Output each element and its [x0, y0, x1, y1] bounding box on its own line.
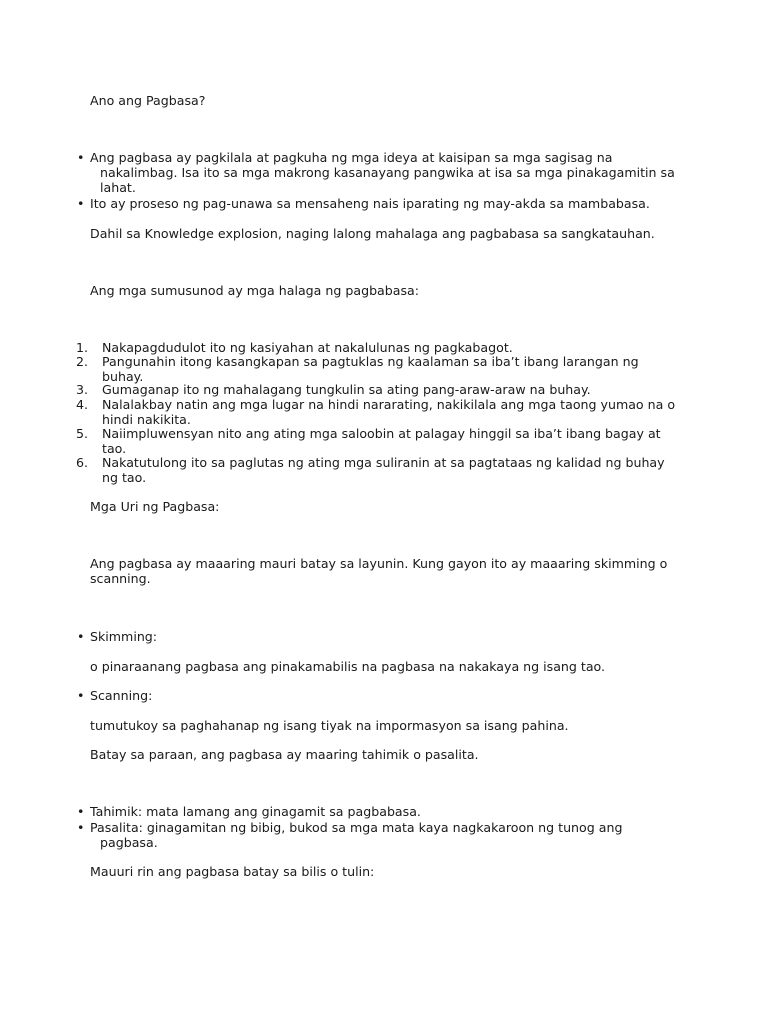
list-item-tahimik	[76, 804, 681, 819]
item-number: 6.	[76, 455, 89, 470]
item-text: Nakatutulong ito sa paglutas ng ating mga suliranin at sa pagtataas ng kalidad ng buhay ng tao.	[102, 455, 665, 485]
list-item-text: Scanning:	[90, 688, 153, 703]
paragraph-paraan-intro: Batay sa paraan, ang pagbasa ay maaring tahimik o pasalita.	[90, 747, 479, 762]
list-item-text: Tahimik: mata lamang ang ginagamit sa pagbabasa.	[90, 804, 421, 819]
heading-mga-uri: Mga Uri ng Pagbasa:	[90, 499, 220, 514]
bullet-marker: •	[77, 820, 85, 835]
item-text: Nalalakbay natin ang mga lugar na hindi nararating, nakikilala ang mga taong yumao na o hindi nakikita.	[102, 397, 676, 427]
paragraph-values-intro: Ang mga sumusunod ay mga halaga ng pagbabasa:	[90, 283, 420, 298]
numbered-item-3	[76, 382, 681, 397]
bullet-marker: •	[77, 804, 85, 819]
item-number: 1.	[76, 340, 89, 355]
numbered-item-2	[76, 354, 681, 384]
bullet-marker: •	[77, 196, 85, 211]
list-item-text: Ito ay proseso ng pag-unawa sa mensaheng nais iparating ng may-akda sa mambabasa.	[90, 196, 650, 211]
item-number: 5.	[76, 426, 89, 441]
bullet-marker: •	[77, 688, 85, 703]
list-item-definition-1	[76, 150, 681, 195]
item-number: 4.	[76, 397, 89, 412]
item-number: 2.	[76, 354, 89, 369]
list-item-scanning	[76, 688, 681, 703]
bullet-marker: •	[77, 629, 85, 644]
list-item-pasalita	[76, 820, 681, 850]
item-text: Naiimpluwensyan nito ang ating mga saloobin at palagay hinggil sa iba’t ibang bagay at tao.	[102, 426, 661, 456]
list-item-skimming	[76, 629, 681, 644]
list-item-definition-2	[76, 196, 681, 211]
item-text: Pangunahin itong kasangkapan sa pagtuklas ng kaalaman sa iba’t ibang larangan ng buhay.	[102, 354, 639, 384]
list-item-text: Pasalita: ginagamitan ng bibig, bukod sa mga mata kaya nagkakaroon ng tunog ang pagbasa.	[90, 820, 623, 850]
paragraph-types-intro: Ang pagbasa ay maaaring mauri batay sa layunin. Kung gayon ito ay maaaring skimming o scanning.	[90, 556, 668, 586]
paragraph-scanning-desc: tumutukoy sa paghahanap ng isang tiyak na impormasyon sa isang pahina.	[90, 718, 569, 733]
paragraph-knowledge-explosion: Dahil sa Knowledge explosion, naging lalong mahalaga ang pagbabasa sa sangkatauhan.	[90, 226, 655, 241]
paragraph-skimming-desc: o pinaraanang pagbasa ang pinakamabilis na pagbasa na nakakaya ng isang tao.	[90, 659, 606, 674]
item-text: Nakapagdudulot ito ng kasiyahan at nakalulunas ng pagkabagot.	[102, 340, 513, 355]
bullet-marker: •	[77, 150, 85, 165]
list-item-text: Skimming:	[90, 629, 158, 644]
numbered-item-4	[76, 397, 681, 427]
heading-ano-ang-pagbasa: Ano ang Pagbasa?	[90, 93, 206, 108]
numbered-item-1	[76, 340, 681, 355]
paragraph-bilis-intro: Mauuri rin ang pagbasa batay sa bilis o tulin:	[90, 864, 375, 879]
list-item-text: Ang pagbasa ay pagkilala at pagkuha ng mga ideya at kaisipan sa mga sagisag na nakalimbag. Isa ito sa mga makrong kasanayang pangwika at isa sa mga pinakagamitin sa lahat.	[90, 150, 675, 195]
item-number: 3.	[76, 382, 89, 397]
numbered-item-6	[76, 455, 681, 485]
item-text: Gumaganap ito ng mahalagang tungkulin sa ating pang-araw-araw na buhay.	[102, 382, 591, 397]
numbered-item-5	[76, 426, 681, 456]
